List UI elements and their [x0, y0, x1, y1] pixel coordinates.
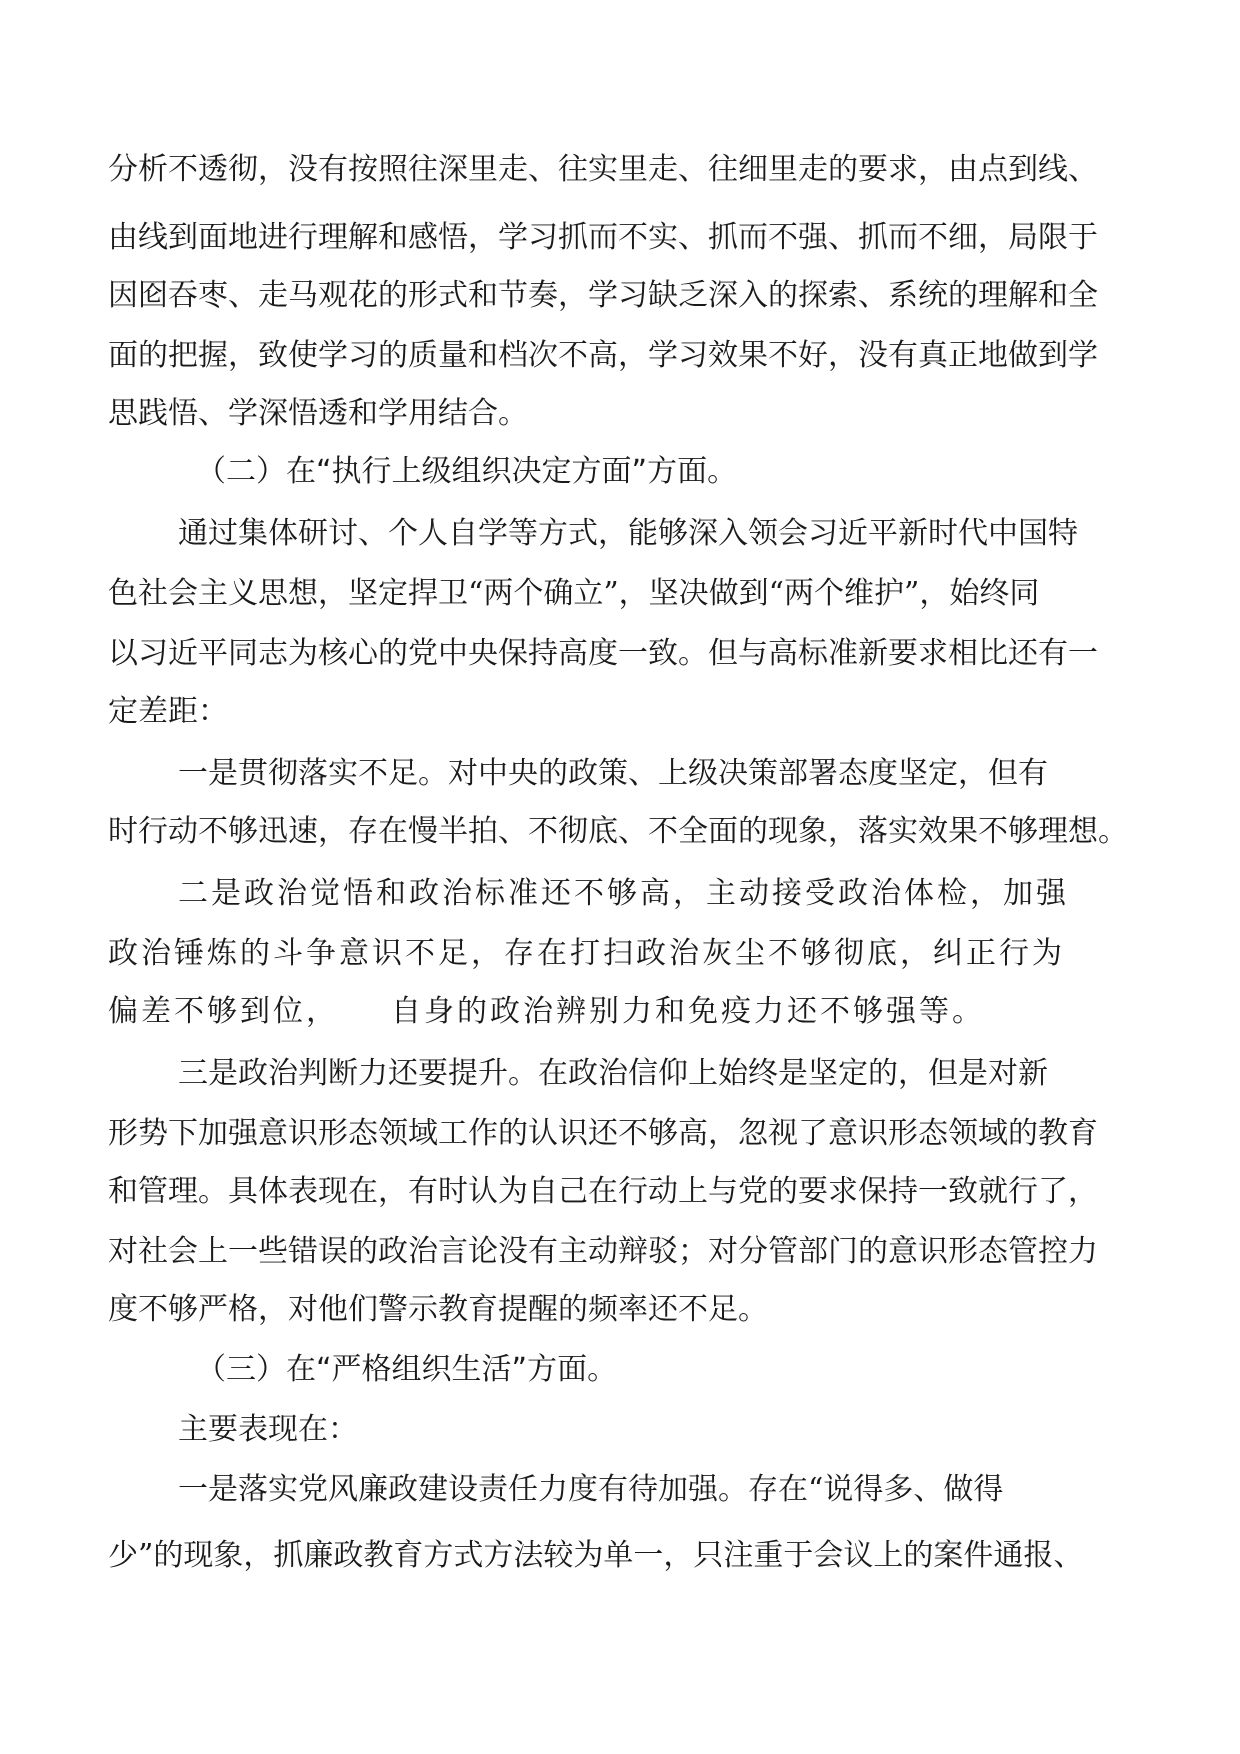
paragraph-line: 通过集体研讨、个人自学等方式，能够深入领会习近平新时代中国特: [178, 516, 1078, 551]
paragraph-line: 分析不透彻，没有按照往深里走、往实里走、往细里走的要求，由点到线、: [108, 152, 1098, 187]
paragraph-line: 主要表现在：: [178, 1412, 358, 1447]
paragraph-line: 面的把握，致使学习的质量和档次不高，学习效果不好，没有真正地做到学: [108, 338, 1098, 373]
paragraph-line: 一是贯彻落实不足。对中央的政策、上级决策部署态度坚定，但有: [178, 756, 1048, 791]
paragraph-line: 定差距：: [108, 694, 228, 729]
paragraph-fragment: 偏差不够到位，: [108, 994, 339, 1029]
section-heading-2: （二）在“执行上级组织决定方面”方面。: [196, 454, 738, 489]
paragraph-line: 度不够严格，对他们警示教育提醒的频率还不足。: [108, 1292, 768, 1327]
paragraph-line: 二是政治觉悟和政治标准还不够高，主动接受政治体检，加强: [178, 876, 1069, 911]
paragraph-line: [108, 986, 1148, 1038]
paragraph-line: 和管理。具体表现在，有时认为自己在行动上与党的要求保持一致就行了，: [108, 1174, 1098, 1209]
paragraph-line: 少”的现象，抓廉政教育方式方法较为单一，只注重于会议上的案件通报、: [108, 1538, 1084, 1573]
paragraph-line: 因囵吞枣、走马观花的形式和节奏，学习缺乏深入的探索、系统的理解和全: [108, 278, 1098, 313]
paragraph-line: 一是落实党风廉政建设责任力度有待加强。存在“说得多、做得: [178, 1472, 1004, 1507]
paragraph-line: 时行动不够迅速，存在慢半拍、不彻底、不全面的现象，落实效果不够理想。: [108, 814, 1128, 849]
paragraph-line: 形势下加强意识形态领域工作的认识还不够高，忽视了意识形态领域的教育: [108, 1116, 1098, 1151]
paragraph-line: 对社会上一些错误的政治言论没有主动辩驳；对分管部门的意识形态管控力: [108, 1234, 1098, 1269]
paragraph-line: 政治锤炼的斗争意识不足，存在打扫政治灰尘不够彻底，纠正行为: [108, 936, 1065, 971]
paragraph-line: 思践悟、学深悟透和学用结合。: [108, 396, 528, 431]
paragraph-line: 以习近平同志为核心的党中央保持高度一致。但与高标准新要求相比还有一: [108, 636, 1098, 671]
paragraph-line: 三是政治判断力还要提升。在政治信仰上始终是坚定的，但是对新: [178, 1056, 1048, 1091]
paragraph-line: 色社会主义思想，坚定捍卫“两个确立”，坚决做到“两个维护”，始终同: [108, 576, 1040, 611]
paragraph-line: 由线到面地进行理解和感悟，学习抓而不实、抓而不强、抓而不细，局限于: [108, 220, 1098, 255]
paragraph-fragment: 自身的政治辨别力和免疫力还不够强等。: [391, 994, 985, 1029]
section-heading-3: （三）在“严格组织生活”方面。: [196, 1352, 618, 1387]
